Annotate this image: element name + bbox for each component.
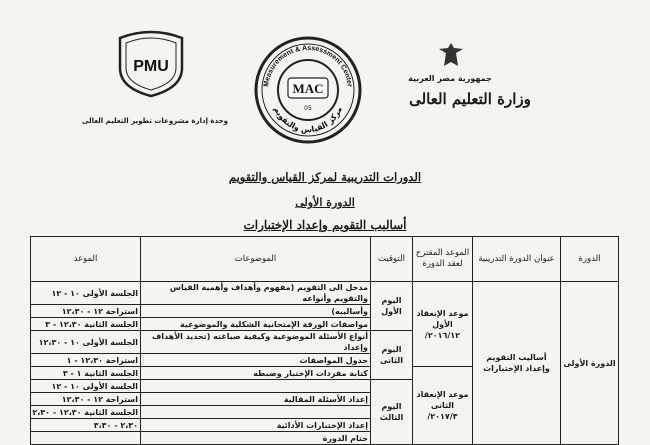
topic-cell: إعداد الإختبارات الأدائية <box>141 419 371 432</box>
course-name-cell: الدورة الأولى <box>561 282 619 445</box>
time-cell: الجلسة الأولى ١٠ - ١٢ <box>31 380 141 393</box>
table-header-row <box>31 237 619 282</box>
schedule-table <box>30 236 619 445</box>
header-title: عنوان الدورة التدريبية <box>473 237 561 282</box>
topic-cell: أنواع الأسئلة الموضوعية وكيفية صياغته (تحديد الأهداف وإعداد <box>141 331 371 354</box>
time-cell: استراحة ١٢ - ١٢،٣٠ <box>31 393 141 406</box>
mac-ring-bottom: مركز القياس والتقويم <box>272 105 344 135</box>
page-title: الدورات التدريبية لمركز القياس والتقويم <box>228 170 422 184</box>
mac-year: 05 <box>304 105 312 112</box>
topic-cell: مدخل الى التقويم (مفهوم وأهداف وأهمية القياس والتقويم وأنواعه <box>141 282 371 305</box>
date-second-cell: موعد الإنعقاد الثانى ٢٠١٧/٣/ <box>413 367 473 445</box>
header-date: الموعد المقترح لعقد الدورة <box>413 237 473 282</box>
topic-cell: ختام الدورة <box>141 432 371 445</box>
mac-ring-top: Measurement & Assessment Center <box>263 44 353 88</box>
mac-logo <box>252 34 364 146</box>
time-cell: الجلسة الأولى ١٠ - ١٢،٣٠ <box>31 331 141 354</box>
time-cell: الجلسة الثانية ١٢،٣٠ - ٢،٣٠ <box>31 406 141 419</box>
topic-cell: وأساليبه) <box>141 305 371 318</box>
ministry-name: وزارة التعليم العالى <box>409 90 531 108</box>
header-course: الدورة <box>561 237 619 282</box>
time-cell <box>31 432 141 445</box>
pmu-logo-text: PMU <box>133 58 169 75</box>
table-row <box>31 282 619 305</box>
time-cell: الجلسة الأولى ١٠ - ١٢ <box>31 282 141 305</box>
pmu-caption: وحدة إدارة مشروعات تطوير التعليم العالى <box>81 117 228 125</box>
republic-name: جمهورية مصر العربية <box>408 74 492 83</box>
topic-cell <box>141 380 371 393</box>
subject-heading: أساليب التقويم وإعداد الإختبارات <box>243 218 407 232</box>
day-one-cell: اليوم الأول <box>371 282 413 331</box>
day-two-cell: اليوم الثانى <box>371 331 413 380</box>
time-cell: ٢،٣٠ - ٣،٣٠ <box>31 419 141 432</box>
time-cell: الجلسة الثانية ١٢،٣٠ - ٣ <box>31 318 141 331</box>
day-three-cell: اليوم الثالث <box>371 380 413 445</box>
eagle-icon <box>436 40 466 70</box>
date-first-cell: موعد الإنعقاد الأول ٢٠١٦/١٢/ <box>413 282 473 367</box>
time-cell: استراحة ١٢ - ١٢،٣٠ <box>31 305 141 318</box>
time-cell: الجلسة الثانية ١ - ٣ <box>31 367 141 380</box>
course-title-cell: أساليب التقويم وإعداد الإختبارات <box>473 282 561 445</box>
pmu-logo <box>112 28 190 98</box>
header-timing: التوقيت <box>371 237 413 282</box>
topic-cell: إعداد الأسئلة المقالية <box>141 393 371 406</box>
topic-cell <box>141 406 371 419</box>
header-topics: الموضوعات <box>141 237 371 282</box>
topic-cell: جدول المواصفات <box>141 354 371 367</box>
mac-logo-text: MAC <box>292 81 324 96</box>
course-heading: الدورة الأولى <box>295 196 355 209</box>
header-time: الموعد <box>31 237 141 282</box>
time-cell: استراحة ١٢،٣٠ - ١ <box>31 354 141 367</box>
topic-cell: مواصفات الورقة الإمتحانية الشكلية والموضوعية <box>141 318 371 331</box>
topic-cell: كتابة مفردات الإختبار وضبطه <box>141 367 371 380</box>
